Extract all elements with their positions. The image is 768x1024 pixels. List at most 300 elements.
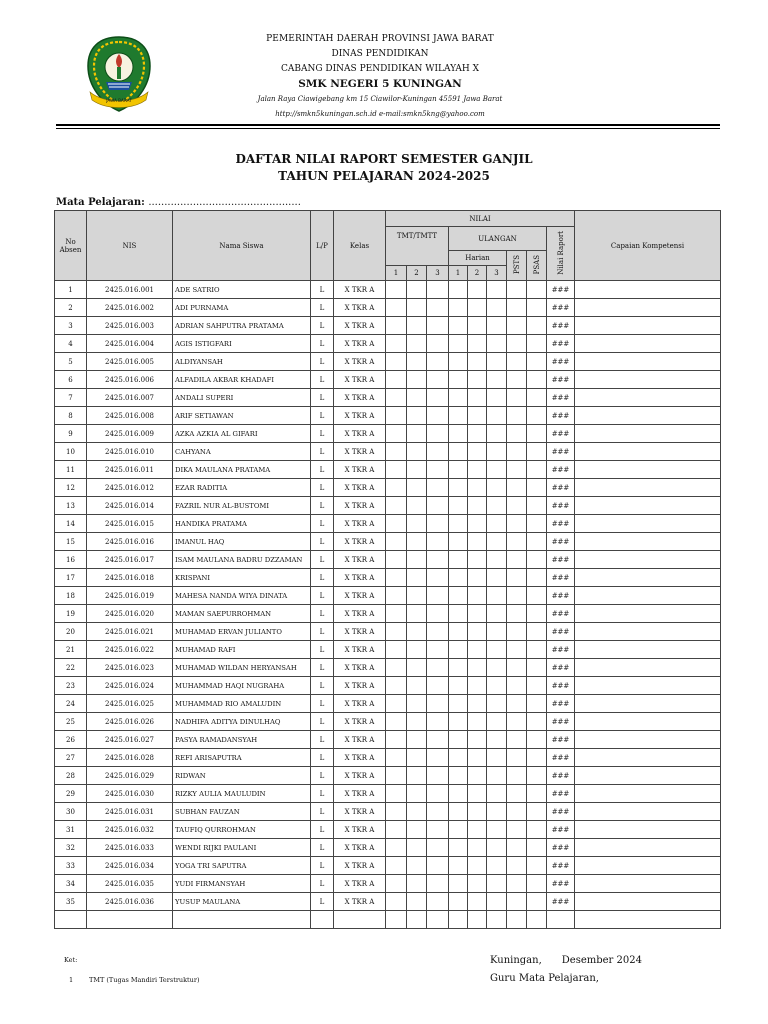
cell-capaian[interactable]	[575, 353, 721, 371]
cell-harian-2[interactable]	[468, 335, 487, 353]
cell-harian-2[interactable]	[468, 749, 487, 767]
cell-harian-2[interactable]	[468, 767, 487, 785]
cell-tmt-3[interactable]	[427, 893, 449, 911]
cell-capaian[interactable]	[575, 839, 721, 857]
cell-harian-1[interactable]	[449, 497, 468, 515]
cell-tmt-2[interactable]	[407, 875, 427, 893]
cell-tmt-1[interactable]	[386, 497, 407, 515]
cell-tmt-2[interactable]	[407, 803, 427, 821]
cell-tmt-1[interactable]	[386, 515, 407, 533]
cell-harian-3[interactable]	[487, 533, 507, 551]
cell-tmt-3[interactable]	[427, 533, 449, 551]
cell-harian-3[interactable]	[487, 461, 507, 479]
cell-psas[interactable]	[527, 857, 547, 875]
cell-harian-2[interactable]	[468, 353, 487, 371]
cell-tmt-1[interactable]	[386, 641, 407, 659]
cell-psas[interactable]	[527, 551, 547, 569]
cell-capaian[interactable]	[575, 785, 721, 803]
cell-tmt-1[interactable]	[386, 803, 407, 821]
cell-tmt-1[interactable]	[386, 785, 407, 803]
cell-tmt-3[interactable]	[427, 659, 449, 677]
cell-tmt-2[interactable]	[407, 317, 427, 335]
cell-harian-2[interactable]	[468, 407, 487, 425]
cell-harian-1[interactable]	[449, 713, 468, 731]
cell-psas[interactable]	[527, 461, 547, 479]
cell-harian-3[interactable]	[487, 893, 507, 911]
cell-psas[interactable]	[527, 893, 547, 911]
cell-psas[interactable]	[527, 515, 547, 533]
cell-tmt-3[interactable]	[427, 767, 449, 785]
cell-harian-1[interactable]	[449, 587, 468, 605]
cell-tmt-1[interactable]	[386, 281, 407, 299]
cell-tmt-2[interactable]	[407, 623, 427, 641]
cell-harian-1[interactable]	[449, 605, 468, 623]
cell-harian-1[interactable]	[449, 767, 468, 785]
cell-harian-1[interactable]	[449, 551, 468, 569]
cell-tmt-1[interactable]	[386, 839, 407, 857]
cell-tmt-1[interactable]	[386, 425, 407, 443]
cell-tmt-2[interactable]	[407, 299, 427, 317]
cell-tmt-2[interactable]	[407, 659, 427, 677]
cell-tmt-3[interactable]	[427, 461, 449, 479]
cell-harian-2[interactable]	[468, 713, 487, 731]
cell-tmt-2[interactable]	[407, 533, 427, 551]
cell-harian-2[interactable]	[468, 479, 487, 497]
cell-psts[interactable]	[507, 533, 527, 551]
cell-harian-2[interactable]	[468, 443, 487, 461]
cell-psas[interactable]	[527, 767, 547, 785]
cell-tmt-1[interactable]	[386, 335, 407, 353]
cell-harian-3[interactable]	[487, 389, 507, 407]
cell-harian-2[interactable]	[468, 803, 487, 821]
cell-psts[interactable]	[507, 893, 527, 911]
cell-capaian[interactable]	[575, 515, 721, 533]
cell-tmt-1[interactable]	[386, 533, 407, 551]
cell-capaian[interactable]	[575, 335, 721, 353]
cell-harian-1[interactable]	[449, 785, 468, 803]
cell-harian-3[interactable]	[487, 335, 507, 353]
cell-psts[interactable]	[507, 515, 527, 533]
cell-harian-3[interactable]	[487, 695, 507, 713]
cell-harian-1[interactable]	[449, 353, 468, 371]
cell-tmt-1[interactable]	[386, 677, 407, 695]
cell-tmt-3[interactable]	[427, 353, 449, 371]
cell-psts[interactable]	[507, 641, 527, 659]
empty-cell[interactable]	[407, 911, 427, 929]
cell-harian-3[interactable]	[487, 731, 507, 749]
empty-cell[interactable]	[527, 911, 547, 929]
cell-harian-1[interactable]	[449, 389, 468, 407]
cell-psts[interactable]	[507, 497, 527, 515]
cell-psts[interactable]	[507, 443, 527, 461]
cell-psts[interactable]	[507, 857, 527, 875]
cell-psts[interactable]	[507, 767, 527, 785]
cell-capaian[interactable]	[575, 659, 721, 677]
cell-capaian[interactable]	[575, 461, 721, 479]
cell-harian-2[interactable]	[468, 695, 487, 713]
cell-harian-3[interactable]	[487, 713, 507, 731]
cell-harian-1[interactable]	[449, 893, 468, 911]
cell-harian-3[interactable]	[487, 443, 507, 461]
cell-psts[interactable]	[507, 551, 527, 569]
cell-tmt-1[interactable]	[386, 353, 407, 371]
cell-harian-1[interactable]	[449, 803, 468, 821]
cell-psas[interactable]	[527, 695, 547, 713]
cell-tmt-2[interactable]	[407, 749, 427, 767]
cell-harian-3[interactable]	[487, 569, 507, 587]
cell-psts[interactable]	[507, 479, 527, 497]
empty-cell[interactable]	[468, 911, 487, 929]
cell-tmt-2[interactable]	[407, 767, 427, 785]
cell-harian-3[interactable]	[487, 479, 507, 497]
cell-tmt-2[interactable]	[407, 461, 427, 479]
cell-psts[interactable]	[507, 713, 527, 731]
cell-tmt-2[interactable]	[407, 353, 427, 371]
cell-tmt-3[interactable]	[427, 623, 449, 641]
cell-harian-2[interactable]	[468, 605, 487, 623]
cell-psts[interactable]	[507, 425, 527, 443]
cell-psts[interactable]	[507, 785, 527, 803]
cell-tmt-1[interactable]	[386, 875, 407, 893]
cell-tmt-3[interactable]	[427, 515, 449, 533]
cell-psts[interactable]	[507, 623, 527, 641]
cell-psas[interactable]	[527, 425, 547, 443]
cell-tmt-3[interactable]	[427, 389, 449, 407]
cell-capaian[interactable]	[575, 893, 721, 911]
cell-harian-2[interactable]	[468, 875, 487, 893]
cell-capaian[interactable]	[575, 371, 721, 389]
cell-tmt-1[interactable]	[386, 371, 407, 389]
cell-tmt-2[interactable]	[407, 479, 427, 497]
empty-cell[interactable]	[427, 911, 449, 929]
cell-psas[interactable]	[527, 677, 547, 695]
cell-tmt-2[interactable]	[407, 443, 427, 461]
cell-harian-1[interactable]	[449, 839, 468, 857]
cell-harian-2[interactable]	[468, 551, 487, 569]
cell-tmt-1[interactable]	[386, 551, 407, 569]
cell-tmt-1[interactable]	[386, 821, 407, 839]
cell-psts[interactable]	[507, 821, 527, 839]
cell-tmt-3[interactable]	[427, 497, 449, 515]
cell-tmt-3[interactable]	[427, 479, 449, 497]
cell-capaian[interactable]	[575, 443, 721, 461]
cell-harian-3[interactable]	[487, 785, 507, 803]
cell-psas[interactable]	[527, 605, 547, 623]
cell-tmt-2[interactable]	[407, 569, 427, 587]
cell-tmt-3[interactable]	[427, 281, 449, 299]
cell-harian-2[interactable]	[468, 731, 487, 749]
cell-psts[interactable]	[507, 335, 527, 353]
empty-cell[interactable]	[311, 911, 334, 929]
cell-harian-2[interactable]	[468, 893, 487, 911]
cell-psas[interactable]	[527, 443, 547, 461]
cell-harian-1[interactable]	[449, 821, 468, 839]
cell-harian-2[interactable]	[468, 533, 487, 551]
cell-capaian[interactable]	[575, 299, 721, 317]
cell-tmt-2[interactable]	[407, 281, 427, 299]
cell-harian-3[interactable]	[487, 281, 507, 299]
cell-harian-1[interactable]	[449, 641, 468, 659]
cell-harian-3[interactable]	[487, 407, 507, 425]
cell-tmt-2[interactable]	[407, 785, 427, 803]
cell-psas[interactable]	[527, 317, 547, 335]
cell-harian-2[interactable]	[468, 677, 487, 695]
cell-tmt-3[interactable]	[427, 317, 449, 335]
cell-psts[interactable]	[507, 731, 527, 749]
cell-tmt-3[interactable]	[427, 641, 449, 659]
cell-tmt-3[interactable]	[427, 731, 449, 749]
cell-harian-1[interactable]	[449, 569, 468, 587]
cell-tmt-2[interactable]	[407, 371, 427, 389]
cell-tmt-2[interactable]	[407, 389, 427, 407]
cell-tmt-1[interactable]	[386, 893, 407, 911]
cell-tmt-3[interactable]	[427, 569, 449, 587]
cell-capaian[interactable]	[575, 551, 721, 569]
cell-harian-1[interactable]	[449, 335, 468, 353]
cell-psts[interactable]	[507, 569, 527, 587]
cell-psts[interactable]	[507, 677, 527, 695]
cell-psas[interactable]	[527, 587, 547, 605]
cell-psts[interactable]	[507, 353, 527, 371]
cell-tmt-3[interactable]	[427, 713, 449, 731]
cell-tmt-1[interactable]	[386, 731, 407, 749]
cell-harian-3[interactable]	[487, 857, 507, 875]
cell-harian-2[interactable]	[468, 623, 487, 641]
cell-psts[interactable]	[507, 407, 527, 425]
cell-capaian[interactable]	[575, 803, 721, 821]
cell-tmt-3[interactable]	[427, 821, 449, 839]
cell-psts[interactable]	[507, 371, 527, 389]
cell-psas[interactable]	[527, 731, 547, 749]
cell-psts[interactable]	[507, 605, 527, 623]
cell-capaian[interactable]	[575, 389, 721, 407]
cell-harian-2[interactable]	[468, 371, 487, 389]
cell-psas[interactable]	[527, 839, 547, 857]
cell-harian-1[interactable]	[449, 623, 468, 641]
empty-cell[interactable]	[334, 911, 386, 929]
cell-capaian[interactable]	[575, 605, 721, 623]
cell-capaian[interactable]	[575, 623, 721, 641]
cell-harian-1[interactable]	[449, 479, 468, 497]
cell-capaian[interactable]	[575, 533, 721, 551]
cell-tmt-2[interactable]	[407, 731, 427, 749]
cell-tmt-2[interactable]	[407, 407, 427, 425]
cell-tmt-3[interactable]	[427, 299, 449, 317]
cell-harian-2[interactable]	[468, 317, 487, 335]
cell-psts[interactable]	[507, 659, 527, 677]
cell-tmt-3[interactable]	[427, 785, 449, 803]
empty-cell[interactable]	[487, 911, 507, 929]
cell-tmt-1[interactable]	[386, 569, 407, 587]
cell-tmt-3[interactable]	[427, 875, 449, 893]
cell-psts[interactable]	[507, 695, 527, 713]
cell-capaian[interactable]	[575, 425, 721, 443]
cell-capaian[interactable]	[575, 713, 721, 731]
cell-psts[interactable]	[507, 803, 527, 821]
cell-harian-3[interactable]	[487, 605, 507, 623]
cell-tmt-3[interactable]	[427, 425, 449, 443]
cell-harian-2[interactable]	[468, 659, 487, 677]
cell-tmt-3[interactable]	[427, 839, 449, 857]
cell-harian-2[interactable]	[468, 389, 487, 407]
cell-harian-1[interactable]	[449, 443, 468, 461]
cell-capaian[interactable]	[575, 587, 721, 605]
cell-psas[interactable]	[527, 641, 547, 659]
cell-tmt-3[interactable]	[427, 803, 449, 821]
cell-harian-1[interactable]	[449, 749, 468, 767]
cell-capaian[interactable]	[575, 767, 721, 785]
cell-harian-3[interactable]	[487, 875, 507, 893]
cell-harian-1[interactable]	[449, 281, 468, 299]
cell-harian-1[interactable]	[449, 659, 468, 677]
cell-harian-3[interactable]	[487, 767, 507, 785]
cell-harian-3[interactable]	[487, 803, 507, 821]
cell-harian-2[interactable]	[468, 785, 487, 803]
empty-cell[interactable]	[386, 911, 407, 929]
cell-harian-1[interactable]	[449, 407, 468, 425]
cell-tmt-2[interactable]	[407, 839, 427, 857]
cell-harian-2[interactable]	[468, 299, 487, 317]
cell-harian-3[interactable]	[487, 821, 507, 839]
cell-tmt-2[interactable]	[407, 857, 427, 875]
cell-harian-3[interactable]	[487, 677, 507, 695]
cell-tmt-3[interactable]	[427, 605, 449, 623]
cell-tmt-1[interactable]	[386, 389, 407, 407]
cell-harian-1[interactable]	[449, 695, 468, 713]
cell-psas[interactable]	[527, 821, 547, 839]
cell-harian-2[interactable]	[468, 839, 487, 857]
cell-psas[interactable]	[527, 569, 547, 587]
cell-tmt-3[interactable]	[427, 335, 449, 353]
cell-psts[interactable]	[507, 461, 527, 479]
cell-psts[interactable]	[507, 299, 527, 317]
cell-tmt-1[interactable]	[386, 587, 407, 605]
cell-psas[interactable]	[527, 875, 547, 893]
cell-harian-3[interactable]	[487, 749, 507, 767]
cell-harian-1[interactable]	[449, 461, 468, 479]
cell-harian-3[interactable]	[487, 659, 507, 677]
empty-cell[interactable]	[507, 911, 527, 929]
cell-psts[interactable]	[507, 875, 527, 893]
cell-tmt-1[interactable]	[386, 317, 407, 335]
cell-tmt-2[interactable]	[407, 425, 427, 443]
cell-capaian[interactable]	[575, 317, 721, 335]
cell-tmt-3[interactable]	[427, 749, 449, 767]
cell-tmt-1[interactable]	[386, 443, 407, 461]
cell-tmt-3[interactable]	[427, 407, 449, 425]
cell-psas[interactable]	[527, 713, 547, 731]
cell-psts[interactable]	[507, 749, 527, 767]
cell-harian-1[interactable]	[449, 515, 468, 533]
cell-tmt-2[interactable]	[407, 821, 427, 839]
cell-harian-1[interactable]	[449, 299, 468, 317]
cell-tmt-2[interactable]	[407, 335, 427, 353]
cell-tmt-2[interactable]	[407, 641, 427, 659]
cell-capaian[interactable]	[575, 731, 721, 749]
cell-tmt-3[interactable]	[427, 587, 449, 605]
cell-harian-3[interactable]	[487, 353, 507, 371]
cell-psas[interactable]	[527, 479, 547, 497]
cell-psas[interactable]	[527, 299, 547, 317]
cell-psts[interactable]	[507, 317, 527, 335]
cell-psts[interactable]	[507, 587, 527, 605]
cell-tmt-1[interactable]	[386, 407, 407, 425]
cell-harian-3[interactable]	[487, 587, 507, 605]
cell-harian-3[interactable]	[487, 839, 507, 857]
cell-psas[interactable]	[527, 749, 547, 767]
cell-tmt-2[interactable]	[407, 587, 427, 605]
cell-harian-2[interactable]	[468, 569, 487, 587]
cell-harian-3[interactable]	[487, 425, 507, 443]
cell-harian-1[interactable]	[449, 371, 468, 389]
cell-tmt-2[interactable]	[407, 497, 427, 515]
cell-tmt-3[interactable]	[427, 443, 449, 461]
cell-harian-3[interactable]	[487, 299, 507, 317]
empty-cell[interactable]	[575, 911, 721, 929]
cell-tmt-1[interactable]	[386, 479, 407, 497]
empty-cell[interactable]	[547, 911, 575, 929]
cell-tmt-2[interactable]	[407, 605, 427, 623]
cell-harian-1[interactable]	[449, 731, 468, 749]
cell-harian-1[interactable]	[449, 425, 468, 443]
cell-capaian[interactable]	[575, 569, 721, 587]
cell-tmt-1[interactable]	[386, 857, 407, 875]
cell-psas[interactable]	[527, 353, 547, 371]
cell-harian-2[interactable]	[468, 425, 487, 443]
cell-harian-2[interactable]	[468, 515, 487, 533]
cell-harian-1[interactable]	[449, 317, 468, 335]
cell-tmt-2[interactable]	[407, 893, 427, 911]
cell-tmt-2[interactable]	[407, 713, 427, 731]
cell-capaian[interactable]	[575, 479, 721, 497]
cell-harian-2[interactable]	[468, 587, 487, 605]
cell-capaian[interactable]	[575, 821, 721, 839]
cell-capaian[interactable]	[575, 407, 721, 425]
empty-cell[interactable]	[87, 911, 173, 929]
cell-harian-2[interactable]	[468, 857, 487, 875]
cell-tmt-3[interactable]	[427, 677, 449, 695]
cell-tmt-1[interactable]	[386, 767, 407, 785]
cell-capaian[interactable]	[575, 497, 721, 515]
cell-psas[interactable]	[527, 407, 547, 425]
cell-capaian[interactable]	[575, 749, 721, 767]
cell-capaian[interactable]	[575, 677, 721, 695]
cell-psas[interactable]	[527, 533, 547, 551]
cell-psas[interactable]	[527, 497, 547, 515]
cell-tmt-3[interactable]	[427, 551, 449, 569]
cell-psas[interactable]	[527, 371, 547, 389]
cell-tmt-1[interactable]	[386, 659, 407, 677]
empty-cell[interactable]	[173, 911, 311, 929]
cell-harian-1[interactable]	[449, 857, 468, 875]
empty-cell[interactable]	[55, 911, 87, 929]
cell-psas[interactable]	[527, 785, 547, 803]
cell-tmt-2[interactable]	[407, 695, 427, 713]
cell-tmt-1[interactable]	[386, 749, 407, 767]
cell-capaian[interactable]	[575, 857, 721, 875]
cell-psts[interactable]	[507, 839, 527, 857]
cell-harian-1[interactable]	[449, 875, 468, 893]
cell-harian-2[interactable]	[468, 641, 487, 659]
cell-psas[interactable]	[527, 335, 547, 353]
cell-psas[interactable]	[527, 389, 547, 407]
cell-harian-3[interactable]	[487, 497, 507, 515]
cell-tmt-1[interactable]	[386, 299, 407, 317]
cell-tmt-1[interactable]	[386, 623, 407, 641]
cell-tmt-2[interactable]	[407, 677, 427, 695]
cell-harian-2[interactable]	[468, 461, 487, 479]
cell-harian-3[interactable]	[487, 371, 507, 389]
